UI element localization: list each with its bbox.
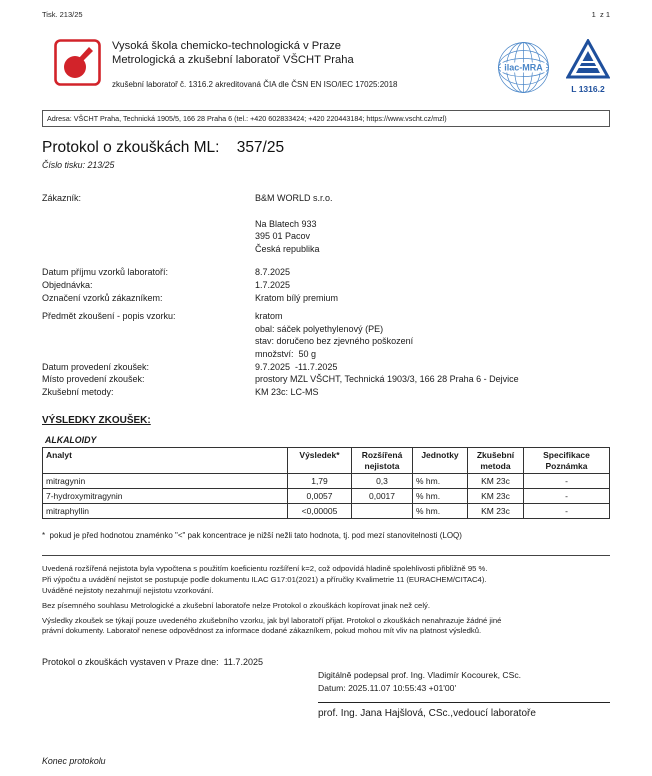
sample-detail-line: množství: 50 g: [255, 348, 317, 359]
table-row: [43, 489, 610, 504]
field-value: kratom: [255, 311, 283, 322]
field-value: prostory MZL VŠCHT, Technická 1903/3, 166 28 Praha 6 - Dejvice: [255, 374, 519, 385]
accreditation-line: zkušební laboratoř č. 1316.2 akreditovaná ČIA dle ČSN EN ISO/IEC 17025:2018: [112, 80, 398, 89]
field-label: Zkušební metody:: [42, 386, 114, 397]
column-header-units: Jednotky: [413, 448, 468, 474]
column-header-analyt: Analyt: [43, 448, 288, 474]
analyt-cell: mitragynin: [43, 474, 288, 489]
column-header-specification: Specifikace Poznámka: [524, 448, 610, 474]
organization-block: [112, 39, 398, 89]
result-cell: <0,00005: [288, 504, 352, 519]
signer-name: prof. Ing. Jana Hajšlová, CSc.,vedoucí laboratoře: [318, 708, 536, 720]
customer-address: [255, 218, 610, 256]
field-label: Objednávka:: [42, 279, 93, 290]
results-table: [42, 447, 610, 519]
page-title: Protokol o zkouškách ML: 357/25: [42, 139, 285, 156]
uncertainty-cell: 0,3: [352, 474, 413, 489]
units-cell: % hm.: [413, 489, 468, 504]
accreditation-logos: [495, 39, 610, 101]
result-cell: 0,0057: [288, 489, 352, 504]
sample-detail-line: obal: sáček polyethylenový (PE): [255, 323, 384, 334]
result-cell: 1,79: [288, 474, 352, 489]
page-meta: [42, 10, 610, 19]
specification-cell: -: [524, 504, 610, 519]
results-table-title: ALKALOIDY: [45, 435, 97, 446]
digital-signature-stamp: [318, 669, 610, 694]
field-value: 9.7.2025 -11.7.2025: [255, 361, 338, 372]
address-bar: Adresa: VŠCHT Praha, Technická 1905/5, 166 28 Praha 6 (tel.: +420 602833424; +420 220443184; https://www.vscht.cz/mzl): [42, 110, 610, 127]
results-footnote: * pokud je před hodnotou znaménko "<" pak koncentrace je nižší nežli tato hodnota, tj. pod mezí stanovitelnosti (LOQ): [42, 531, 462, 541]
note-line: Uváděné nejistoty nezahrnují nejistotu vzorkování.: [42, 585, 214, 595]
order-fields: [42, 266, 610, 304]
letterhead: [42, 39, 610, 101]
method-cell: KM 23c: [468, 504, 524, 519]
results-heading: VÝSLEDKY ZKOUŠEK:: [42, 415, 151, 427]
note-line: právní dokumenty. Laboratoř nenese odpovědnost za informace dodané zákazníkem, pokud mohou mít vliv na platnost výsledků.: [42, 626, 482, 636]
field-value: Kratom bílý premium: [255, 292, 339, 303]
customer-address-line: Česká republika: [255, 243, 320, 254]
note-line: Uvedená rozšířená nejistota byla vypočtena s použitím koeficientu rozšíření k=2, což odpovídá hladině spolehlivosti přibližně 95 %.: [42, 564, 488, 574]
sample-detail-line: stav: doručeno bez zjevného poškození: [255, 336, 414, 347]
signature-line: [318, 702, 610, 703]
analyt-cell: mitraphyllin: [43, 504, 288, 519]
table-row: [43, 474, 610, 489]
method-cell: KM 23c: [468, 474, 524, 489]
cia-accreditation-number: L 1316.2: [571, 84, 605, 94]
cia-logo-block: [566, 39, 610, 94]
section-divider: [42, 555, 610, 556]
sample-fields: [42, 310, 610, 398]
column-header-uncertainty: Rozšířená nejistota: [352, 448, 413, 474]
print-number: Číslo tisku: 213/25: [42, 160, 115, 170]
table-row: [43, 504, 610, 519]
customer-section: [42, 192, 610, 255]
digital-signature-line: Digitálně podepsal prof. Ing. Vladimír Kocourek, CSc.: [318, 670, 522, 681]
end-of-protocol: Konec protokolu: [42, 756, 106, 766]
vscht-logo-icon: [54, 39, 101, 91]
table-header-row: [43, 448, 610, 474]
field-label: Předmět zkoušení - popis vzorku:: [42, 311, 176, 322]
field-value: 8.7.2025: [255, 267, 291, 278]
field-label: Místo provedení zkoušek:: [42, 374, 145, 385]
organization-name: Vysoká škola chemicko-technologická v Praze: [112, 40, 342, 52]
uncertainty-cell: [352, 504, 413, 519]
column-header-method: Zkušební metoda: [468, 448, 524, 474]
specification-cell: -: [524, 489, 610, 504]
method-cell: KM 23c: [468, 489, 524, 504]
field-label: Datum provedení zkoušek:: [42, 361, 150, 372]
customer-address-line: Na Blatech 933: [255, 218, 317, 229]
field-value: 1.7.2025: [255, 279, 291, 290]
specification-cell: -: [524, 474, 610, 489]
note-line: Při výpočtu a uvádění nejistot se postupuje podle dokumentu ILAC G17:01(2021) a příručky Kvalimetrie 11 (EURACHEM/CITAC4).: [42, 575, 487, 585]
sample-detail-lines: [255, 323, 610, 361]
field-label: Datum příjmu vzorků laboratoří:: [42, 267, 169, 278]
digital-signature-date: Datum: 2025.11.07 10:55:43 +01'00': [318, 682, 457, 693]
field-value: KM 23c: LC-MS: [255, 386, 319, 397]
units-cell: % hm.: [413, 474, 468, 489]
ilac-mra-logo-icon: [495, 39, 552, 101]
cia-logo-icon: [566, 39, 610, 83]
legal-notes: [42, 564, 610, 637]
ilac-mra-label: ilac-MRA: [504, 62, 543, 73]
issue-date-line: Protokol o zkouškách vystaven v Praze dne: 11.7.2025: [42, 657, 263, 668]
print-reference: Tisk. 213/25: [42, 10, 83, 19]
note-line: Výsledky zkoušek se týkají pouze uvedeného zkušebního vzorku, jak byl laboratoří přijat. Protokol o zkouškách nenahrazuje žádné jiné: [42, 615, 502, 625]
analyt-cell: 7-hydroxymitragynin: [43, 489, 288, 504]
page-number: 1 z 1: [591, 10, 610, 19]
column-header-result: Výsledek*: [288, 448, 352, 474]
uncertainty-cell: 0,0017: [352, 489, 413, 504]
customer-name: B&M WORLD s.r.o.: [255, 193, 333, 203]
units-cell: % hm.: [413, 504, 468, 519]
field-label: Označení vzorků zákazníkem:: [42, 292, 163, 303]
signature-block: [318, 669, 610, 719]
note-line: Bez písemného souhlasu Metrologické a zkušební laboratoře nelze Protokol o zkouškách kopírovat jinak než celý.: [42, 600, 431, 610]
laboratory-name: Metrologická a zkušební laboratoř VŠCHT Praha: [112, 53, 354, 66]
customer-address-line: 395 01 Pacov: [255, 231, 311, 242]
customer-label: Zákazník:: [42, 193, 82, 203]
